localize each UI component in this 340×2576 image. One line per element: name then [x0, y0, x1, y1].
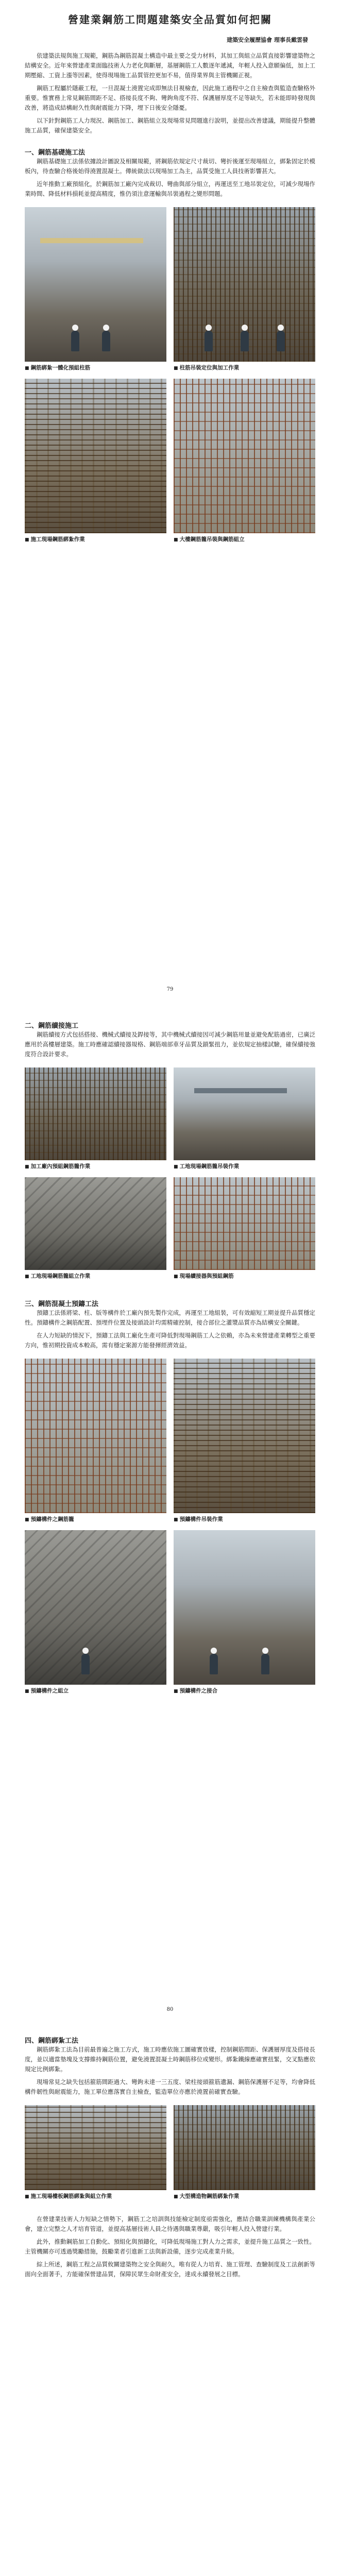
page-1 — [0, 0, 340, 999]
photo-figure — [25, 2105, 166, 2200]
photo-precast-cage — [25, 1359, 166, 1513]
photo-grid — [25, 2105, 315, 2207]
page-2 — [0, 1010, 340, 2020]
photo-caption: ■ 預鑄構件吊裝作業 — [174, 1515, 315, 1523]
photo-caption: ■ 加工廠內預組鋼筋籠作業 — [25, 1162, 166, 1170]
photo-caption: ■ 現場續接器與預組鋼筋 — [174, 1272, 315, 1280]
closing-block — [25, 2214, 315, 2279]
photo-figure — [174, 1067, 315, 1170]
photo-caption: ■ 預鑄構件之接合 — [174, 1687, 315, 1694]
photo-figure — [25, 1359, 166, 1523]
photo-column-lifting — [174, 207, 315, 362]
intro-paragraph: 鋼筋工程屬於隱蔽工程，一旦混凝土澆置完成即無法目視檢查，因此施工過程中之自主檢查與監造查驗格外重要。惟實務上常見鋼筋間距不足、搭接長度不夠、彎鉤角度不符、保護層厚度不足等缺失，若未能即時發現與改善，將造成結構耐久性與耐震能力下降，埋下日後安全隱憂。 — [25, 84, 315, 111]
photo-figure — [174, 1530, 315, 1694]
photo-precast-joint — [174, 1530, 315, 1685]
author-line: 建築安全履歷協會 理事長戴雲發 — [227, 37, 308, 43]
body-paragraph: 現場常見之缺失包括箍筋間距過大、彎鉤未達一三五度、梁柱接頭箍筋遺漏、鋼筋保護層不足等，均會降低構件韌性與耐震能力，施工單位應落實自主檢查，監造單位亦應於澆置前確實查驗。 — [25, 2078, 315, 2095]
photo-caption: ■ 鋼筋綁紮一體化預組柱筋 — [25, 364, 166, 371]
photo-caption: ■ 工地現場鋼筋籠吊裝作業 — [174, 1162, 315, 1170]
photo-cage-lifting — [174, 379, 315, 533]
photo-cage-assembly — [25, 1177, 166, 1270]
photo-site-tying — [25, 379, 166, 533]
document-title: 營建業鋼筋工問題建築安全品質如何把關 — [68, 13, 272, 26]
photo-caption: ■ 柱筋吊裝定位與加工作業 — [174, 364, 315, 371]
photo-figure — [174, 1359, 315, 1523]
photo-figure — [174, 379, 315, 543]
photo-figure — [25, 1530, 166, 1694]
photo-couplers — [174, 1177, 315, 1270]
section-3-block — [25, 1298, 315, 1350]
photo-caption: ■ 大型構造物鋼筋綁紮作業 — [174, 2192, 315, 2200]
photo-factory-cage — [25, 1067, 166, 1160]
section-heading: 一、鋼筋基礎施工法 — [25, 149, 86, 157]
photo-cage-lift — [174, 1067, 315, 1160]
body-paragraph: 預鑄工法係將梁、柱、版等構件於工廠內預先製作完成，再運至工地組裝，可有效縮短工期並提升品質穩定性。預鑄構件之鋼筋配置、預埋件位置及接頭設計均需精確控制，接合部位之灌漿品質亦為結構安全關鍵。 — [25, 1309, 315, 1326]
photo-caption: ■ 大樓鋼筋籠吊裝與鋼筋組立 — [174, 535, 315, 543]
body-paragraph: 鋼筋續接方式包括搭接、機械式續接及銲接等，其中機械式續接因可減少鋼筋用量並避免配筋過密，已廣泛應用於高樓層建築。施工時應確認續接器規格、鋼筋端部車牙品質及鎖緊扭力，並依規定抽樣試驗，確保續接強度符合設計要求。 — [25, 1031, 315, 1058]
photo-grid — [25, 1067, 315, 1287]
section-heading: 四、鋼筋綁紮工法 — [25, 2037, 79, 2045]
photo-grid — [25, 1359, 315, 1702]
photo-caption: ■ 施工現場樓板鋼筋綁紮與組立作業 — [25, 2192, 166, 2200]
photo-figure — [25, 379, 166, 543]
section-4-block — [25, 2035, 315, 2097]
photo-caption: ■ 預鑄構件之鋼筋籠 — [25, 1515, 166, 1523]
photo-rebar-column — [25, 207, 166, 362]
body-paragraph: 此外，推動鋼筋加工自動化、預組化與預鑄化，可降低現場施工對人力之需求，並提升施工品質之一致性。主管機關亦可透過獎勵措施，鼓勵業者引進新工法與新設備，逐步完成產業升級。 — [25, 2238, 315, 2255]
photo-figure — [25, 207, 166, 371]
section-heading: 二、鋼筋續接施工 — [25, 1022, 79, 1030]
photo-caption: ■ 預鑄構件之組立 — [25, 1687, 166, 1694]
photo-figure — [25, 1177, 166, 1280]
body-paragraph: 近年推動工廠預組化，於鋼筋加工廠內完成裁切、彎曲與部分組立，再運送至工地吊裝定位，可減少現場作業時間、降低材料損耗並提高精度，惟仍須注意運輸與吊裝過程之變形問題。 — [25, 180, 315, 197]
section-heading: 三、鋼筋混凝土預鑄工法 — [25, 1300, 99, 1308]
photo-figure — [174, 207, 315, 371]
page-number: 80 — [166, 2007, 174, 2012]
photo-precast-assembly — [25, 1530, 166, 1685]
intro-paragraph: 依建築法規與施工規範，鋼筋為鋼筋混凝土構造中最主要之受力材料，其加工與組立品質直接影響建築物之結構安全。近年來營建產業面臨技術人力老化與斷層，基層鋼筋工人數逐年遞減，年輕人投入意願偏低，加上工期壓縮、工資上漲等因素，使得現場施工品質管控更加不易，值得業界與主管機關正視。 — [25, 52, 315, 79]
body-paragraph: 在人力短缺的情況下，預鑄工法與工廠化生產可降低對現場鋼筋工人之依賴，亦為未來營建產業轉型之重要方向，惟初期投資成本較高，需有穩定案源方能發揮經濟效益。 — [25, 1332, 315, 1349]
body-paragraph: 鋼筋綁紮工法為目前最普遍之施工方式，施工時應依施工圖確實放樣，控制鋼筋間距、保護層厚度及搭接長度，並以適當墊塊及支撐維持鋼筋位置，避免澆置混凝土時鋼筋移位或變形。綁紮鐵線應確實扭緊，交叉點應依規定比例綁紮。 — [25, 2046, 315, 2073]
intro-paragraph: 以下針對鋼筋工人力現況、鋼筋加工、鋼筋組立及現場常見問題進行說明，並提出改善建議，期能提升整體施工品質，確保建築安全。 — [25, 117, 315, 134]
photo-precast-lift — [174, 1359, 315, 1513]
photo-figure — [25, 1067, 166, 1170]
body-paragraph: 綜上所述，鋼筋工程之品質攸關建築物之安全與耐久，唯有從人力培育、施工管理、查驗制度及工法創新等面向全面著手，方能確保營建品質，保障民眾生命財產安全，達成永續發展之目標。 — [25, 2261, 315, 2278]
page-3 — [0, 2025, 340, 2576]
intro-block — [25, 51, 315, 199]
body-paragraph: 鋼筋基礎施工法係依據設計圖說及相關規範，將鋼筋依規定尺寸裁切、彎折後運至現場組立，綁紮固定於模板內，待查驗合格後始得澆置混凝土。傳統做法以現場加工為主，品質受施工人員技術影響甚大。 — [25, 158, 315, 175]
photo-slab-tying — [25, 2105, 166, 2190]
body-paragraph: 在營建業技術人力短缺之情勢下，鋼筋工之培訓與技能檢定制度亟需強化，應結合職業訓練機構與產業公會，建立完整之人才培育管道，並提高基層技術人員之待遇與職業尊嚴，吸引年輕人投入營建行業。 — [25, 2215, 315, 2232]
photo-caption: ■ 施工現場鋼筋綁紮作業 — [25, 535, 166, 543]
section-2-block — [25, 1020, 315, 1059]
photo-figure — [174, 2105, 315, 2200]
photo-figure — [174, 1177, 315, 1280]
photo-caption: ■ 工地現場鋼筋籠組立作業 — [25, 1272, 166, 1280]
photo-grid — [25, 207, 315, 550]
photo-large-structure — [174, 2105, 315, 2190]
page-number: 79 — [166, 987, 174, 992]
